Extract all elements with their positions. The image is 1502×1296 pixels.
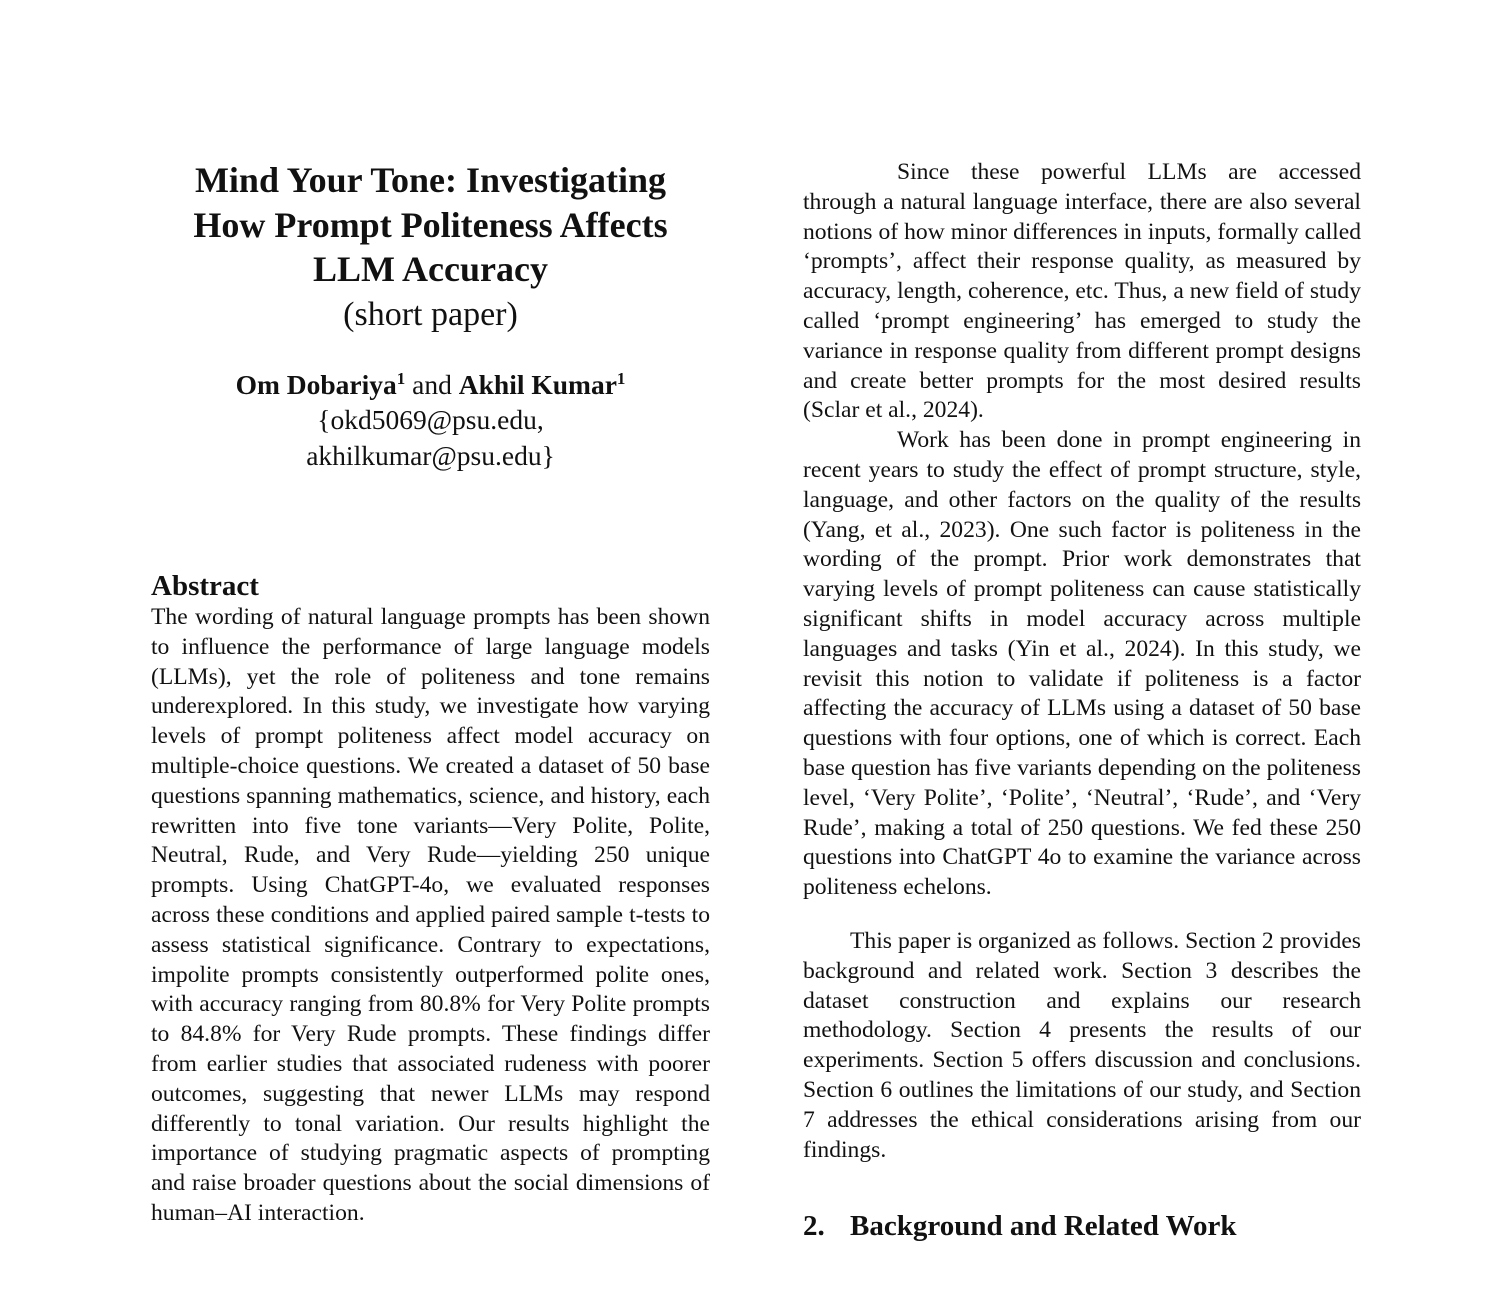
author-name: Om Dobariya <box>235 368 397 400</box>
title-block <box>151 158 710 473</box>
section-title: Background and Related Work <box>850 1210 1237 1243</box>
body-paragraph: Work has been done in prompt engineering in recent years to study the effect of prompt structure, style, language, and other factors on the quality of the results (Yang, et al., 2023). One such factor is politeness in the wording of the prompt. Prior work demonstrates that varying levels of prompt politeness can cause statistically significant shifts in model accuracy across multiple languages and tasks (Yin et al., 2024). In this study, we revisit this notion to validate if politeness is a factor affecting the accuracy of LLMs using a dataset of 50 base questions with four options, one of which is correct. Each base question has five variants depending on the politeness level, ‘Very Polite’, ‘Polite’, ‘Neutral’, ‘Rude’, and ‘Very Rude’, making a total of 250 questions. We fed these 250 questions into ChatGPT 4o to examine the variance across politeness echelons. <box>803 427 1361 901</box>
affiliation-mark: 1 <box>396 368 406 388</box>
author-email: {okd5069@psu.edu, <box>317 404 544 435</box>
author-email: akhilkumar@psu.edu} <box>306 439 555 471</box>
author-block <box>151 367 710 474</box>
right-column <box>803 158 1361 1243</box>
body-paragraph: Since these powerful LLMs are accessed through a natural language interface, there are also several notions of how minor differences in inputs, formally called ‘prompts’, affect their response quality, as measured by accuracy, length, coherence, etc. Thus, a new field of study called ‘prompt engineering’ has emerged to study the variance in response quality from different prompt designs and create better prompts for the most desired results (Sclar et al., 2024). <box>803 159 1361 424</box>
abstract-text: The wording of natural language prompts has been shown to influence the performance of large language models (LLMs), yet the role of politeness and tone remains underexplored. In this study, we investigate how varying levels of prompt politeness affect model accuracy on multiple-choice questions. We created a dataset of 50 base questions spanning mathematics, science, and history, each rewritten into five tone variants—Very Polite, Polite, Neutral, Rude, and Very Rude—yielding 250 unique prompts. Using ChatGPT-4o, we evaluated responses across these conditions and applied paired sample t-tests to assess statistical significance. Contrary to expectations, impolite prompts consistently outperformed polite ones, with accuracy ranging from 80.8% for Very Polite prompts to 84.8% for Very Rude prompts. These findings differ from earlier studies that associated rudeness with poorer outcomes, suggesting that newer LLMs may respond differently to tonal variation. Our results highlight the importance of studying pragmatic aspects of prompting and raise broader questions about the social dimensions of human–AI interaction. <box>151 604 710 1226</box>
left-column <box>151 158 710 1229</box>
title-line: Mind Your Tone: Investigating <box>194 160 667 200</box>
author-names <box>151 367 710 403</box>
body-paragraph: This paper is organized as follows. Section 2 provides background and related work. Section 3 describes the dataset construction and explains our research methodology. Section 4 presents the results of our experiments. Section 5 offers discussion and conclusions. Section 6 outlines the limitations of our study, and Section 7 addresses the ethical considerations arising from our findings. <box>803 927 1361 1163</box>
affiliation-mark: 1 <box>616 368 626 388</box>
paragraph-gap <box>803 903 1361 927</box>
paper-subtitle: (short paper) <box>343 295 518 333</box>
title-line: LLM Accuracy <box>313 249 548 289</box>
author-name: Akhil Kumar <box>458 368 617 400</box>
section-heading <box>803 1209 1361 1243</box>
abstract-heading: Abstract <box>151 570 259 602</box>
section-number: 2. <box>803 1210 825 1243</box>
paper-title <box>151 158 710 292</box>
title-line: How Prompt Politeness Affects <box>193 204 668 245</box>
author-conjunction: and <box>412 368 452 400</box>
